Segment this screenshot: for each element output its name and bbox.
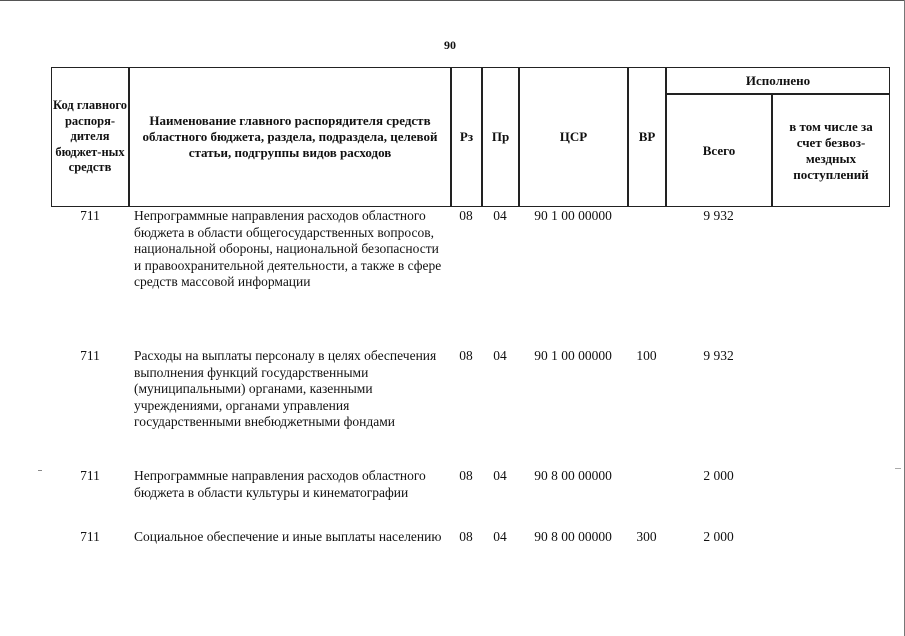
page-number: 90 xyxy=(444,38,456,52)
header-total: Всего xyxy=(702,142,736,158)
scan-speck xyxy=(38,470,42,471)
header-rz: Рз xyxy=(459,129,474,144)
row-name: Социальное обеспечение и иные выплаты населению xyxy=(134,529,442,544)
row-rz: 08 xyxy=(459,208,473,223)
row-code: 711 xyxy=(80,348,100,363)
row-pr: 04 xyxy=(493,529,507,544)
row-rz: 08 xyxy=(459,529,473,544)
row-rz: 08 xyxy=(459,348,473,363)
row-code: 711 xyxy=(80,468,100,483)
header-csr: ЦСР xyxy=(559,129,588,144)
row-total: 9 932 xyxy=(703,208,734,223)
scan-top-edge xyxy=(0,0,905,1)
row-csr: 90 8 00 00000 xyxy=(534,468,612,483)
row-total: 2 000 xyxy=(703,468,734,483)
row-code: 711 xyxy=(80,529,100,544)
row-total: 2 000 xyxy=(703,529,734,544)
row-code: 711 xyxy=(80,208,100,223)
row-pr: 04 xyxy=(493,208,507,223)
row-csr: 90 8 00 00000 xyxy=(534,529,612,544)
header-name: Наименование главного распорядителя средств областного бюджета, раздела, подраздела, целевой статьи, подгруппы видов расходов xyxy=(142,113,438,160)
header-divider xyxy=(771,94,773,207)
row-name: Расходы на выплаты персоналу в целях обеспечения выполнения функций государственными (муниципальными) органами, казенными учреждениями, органами управления государственными внебюджетными фондами xyxy=(134,348,437,429)
header-code: Код главного распоря-дителя бюджет-ных средств xyxy=(53,98,127,175)
scan-speck xyxy=(895,468,901,469)
header-vr: ВР xyxy=(638,129,656,144)
row-name: Непрограммные направления расходов областного бюджета в области общегосударственных вопросов, национальной обороны, национальной безопасности и правоохранительной деятельности, а также в сфере средств массовой информации xyxy=(134,208,442,289)
row-name: Непрограммные направления расходов областного бюджета в области культуры и кинематографии xyxy=(134,468,426,500)
row-pr: 04 xyxy=(493,468,507,483)
header-pr: Пр xyxy=(491,129,510,144)
row-csr: 90 1 00 00000 xyxy=(534,348,612,363)
header-executed: Исполнено xyxy=(745,72,811,88)
header-including-free-receipts: в том числе за счет безвоз-мездных поступлений xyxy=(789,118,873,182)
row-pr: 04 xyxy=(493,348,507,363)
row-csr: 90 1 00 00000 xyxy=(534,208,612,223)
row-vr: 100 xyxy=(636,348,657,363)
row-vr: 300 xyxy=(636,529,657,544)
row-rz: 08 xyxy=(459,468,473,483)
header-divider xyxy=(128,67,130,207)
row-total: 9 932 xyxy=(703,348,734,363)
